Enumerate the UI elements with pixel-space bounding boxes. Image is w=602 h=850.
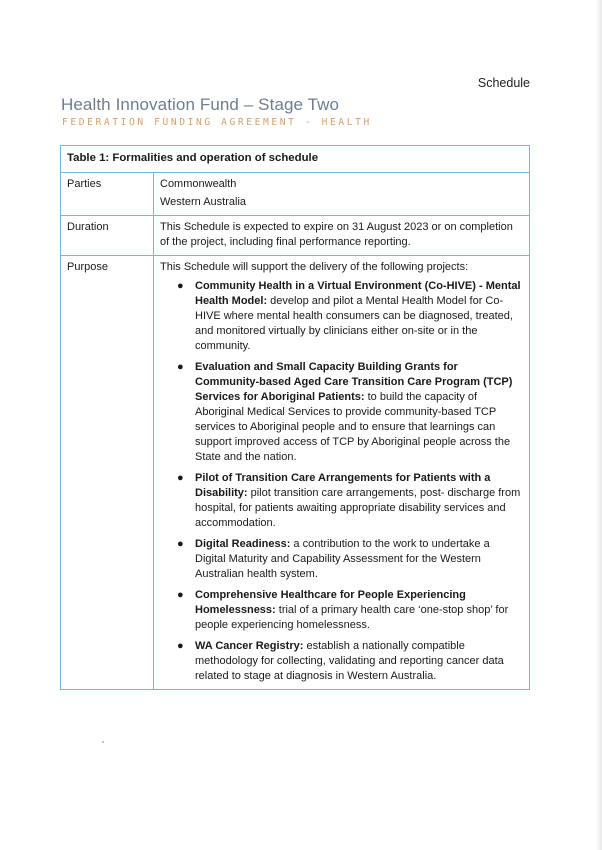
list-item — [172, 360, 523, 465]
document-title: Health Innovation Fund – Stage Two — [61, 95, 340, 114]
party-name: Commonwealth — [160, 178, 237, 190]
table-caption: Table 1: Formalities and operation of schedule — [61, 146, 530, 173]
bullet-icon: ● — [177, 538, 184, 550]
row-label: Parties — [61, 173, 154, 216]
bullet-icon: ● — [177, 472, 184, 484]
project-title: Evaluation and Small Capacity Building Grants for Community-based Aged Care Transition Care Program (TCP) Services for Aboriginal Patients: — [195, 361, 513, 403]
project-title: Digital Readiness: — [195, 538, 294, 550]
project-title: Community Health in a Virtual Environment (Co-HIVE) - Mental Health Model: — [195, 280, 521, 307]
duration-text: This Schedule is expected to expire on 31 August 2023 or on completion of the project, including final performance reporting. — [154, 216, 530, 256]
list-item — [172, 537, 523, 582]
project-title: WA Cancer Registry: — [195, 640, 307, 652]
project-description: a contribution to the work to undertake a Digital Maturity and Capability Assessment for the Western Australian health system. — [195, 538, 490, 580]
list-item — [172, 588, 523, 633]
project-description: establish a nationally compatible methodology for collecting, validating and reporting cancer data related to stage at diagnosis in Western Australia. — [195, 640, 504, 682]
purpose-cell — [154, 256, 530, 690]
purpose-intro: This Schedule will support the delivery of the following projects: — [160, 261, 469, 273]
project-title: Comprehensive Healthcare for People Experiencing Homelessness: — [195, 589, 466, 616]
bullet-icon: ● — [177, 589, 184, 601]
page-edge — [596, 0, 602, 850]
project-description: pilot transition care arrangements, post- discharge from hospital, for patients awaiting appropriate disability services and accommodation. — [195, 487, 521, 529]
section-label: Schedule — [477, 76, 530, 90]
projects-list — [160, 279, 523, 684]
parties-cell — [154, 173, 530, 216]
project-description: to build the capacity of Aboriginal Medical Services to provide community-based TCP services to Aboriginal people and to ensure that learnings can support improved access of TCP by Aboriginal people across the State and the nation. — [195, 391, 511, 463]
list-item — [172, 279, 523, 354]
list-item — [172, 471, 523, 531]
table-row-duration — [61, 216, 530, 256]
project-description: develop and pilot a Mental Health Model for Co-HIVE where mental health consumers can be diagnosed, treated, and monitored virtually by clinicians either on-site or in the community. — [195, 295, 513, 352]
project-title: Pilot of Transition Care Arrangements for Patients with a Disability: — [195, 472, 491, 499]
table-caption-row — [61, 146, 530, 173]
row-label: Purpose — [61, 256, 154, 690]
bullet-icon: ● — [177, 361, 184, 373]
bullet-icon: ● — [177, 640, 184, 652]
party-name: Western Australia — [160, 196, 247, 208]
project-description: trial of a primary health care ‘one-stop shop’ for people experiencing homelessness. — [195, 604, 509, 631]
scan-speck — [102, 741, 104, 743]
table-row-parties — [61, 173, 530, 216]
row-label: Duration — [61, 216, 154, 256]
table-row-purpose — [61, 256, 530, 690]
list-item — [172, 639, 523, 684]
bullet-icon: ● — [177, 280, 184, 292]
document-subtitle: FEDERATION FUNDING AGREEMENT - HEALTH — [62, 117, 372, 128]
formalities-table — [60, 145, 530, 690]
